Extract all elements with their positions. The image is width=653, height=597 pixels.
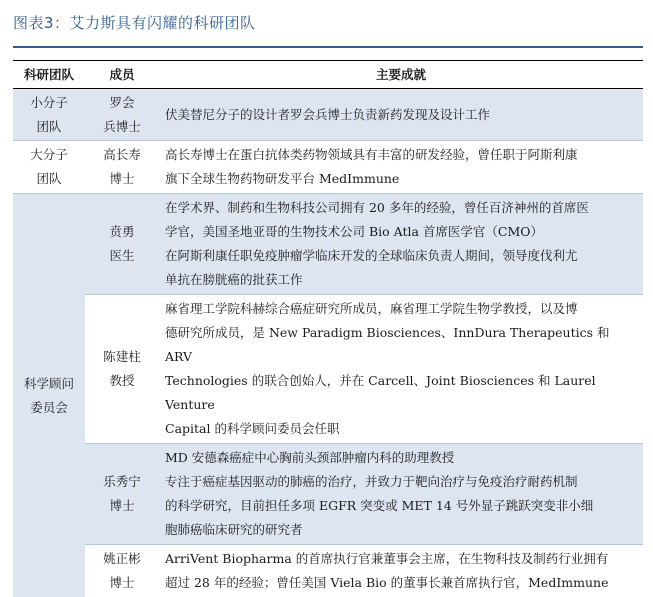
achievement-cell [159, 295, 643, 444]
member-name-line: 高长寿 [85, 143, 159, 167]
team-cell-small-molecule [13, 89, 85, 141]
achievement-line: 的科学研究，目前担任多项 EGFR 突变或 MET 14 号外显子跳跃突变非小细 [165, 494, 635, 518]
team-label-line: 大分子 [13, 143, 85, 167]
team-cell-advisory-committee [13, 194, 85, 597]
member-name-line: 博士 [85, 494, 159, 518]
achievement-line: Capital 的科学顾问委员会任职 [165, 417, 635, 441]
achievement-line: 胞肺癌临床研究的研究者 [165, 518, 635, 542]
team-label-line: 团队 [13, 115, 85, 139]
team-cell-large-molecule [13, 141, 85, 194]
member-cell [85, 141, 159, 194]
header-member: 成员 [85, 61, 159, 89]
team-label-line: 委员会 [13, 396, 85, 420]
achievement-cell [159, 545, 643, 597]
member-name-line: 兵博士 [85, 115, 159, 139]
research-team-table [13, 60, 643, 597]
achievement-line: 专注于癌症基因驱动的肺癌的治疗，并致力于靶向治疗与免疫治疗耐药机制 [165, 470, 635, 494]
member-cell [85, 194, 159, 295]
achievement-line: Technologies 的联合创始人，并在 Carcell、Joint Biosciences 和 Laurel Venture [165, 369, 635, 417]
team-label-line: 团队 [13, 167, 85, 191]
achievement-line: 伏美替尼分子的设计者罗会兵博士负责新药发现及设计工作 [165, 103, 635, 127]
achievement-line: 德研究所成员，是 New Paradigm Biosciences、InnDura Therapeutics 和 ARV [165, 321, 635, 369]
achievement-line: MD 安德森癌症中心胸前头颈部肿瘤内科的助理教授 [165, 446, 635, 470]
table-row [13, 545, 643, 597]
table-row [13, 295, 643, 444]
member-name-line: 姚正彬 [85, 547, 159, 571]
header-team: 科研团队 [13, 61, 85, 89]
figure-title: 图表3：艾力斯具有闪耀的科研团队 [13, 8, 256, 38]
table-header-row [13, 61, 643, 89]
member-name-line: 乐秀宁 [85, 470, 159, 494]
achievement-line: 高长寿博士在蛋白抗体类药物领域具有丰富的研发经验，曾任职于阿斯利康 [165, 143, 635, 167]
member-name-line: 教授 [85, 369, 159, 393]
achievement-line: 麻省理工学院科赫综合癌症研究所成员，麻省理工学院生物学教授，以及博 [165, 297, 635, 321]
member-cell [85, 444, 159, 545]
achievement-line: ArriVent Biopharma 的首席执行官兼董事会主席，在生物科技及制药行业拥有 [165, 547, 635, 571]
achievement-line: 在学术界、制药和生物科技公司拥有 20 多年的经验，曾任百济神州的首席医 [165, 196, 635, 220]
member-cell [85, 545, 159, 597]
member-name-line: 陈建柱 [85, 345, 159, 369]
table-row [13, 444, 643, 545]
member-cell [85, 295, 159, 444]
member-name-line: 罗会 [85, 91, 159, 115]
achievement-line: 超过 28 年的经验；曾任美国 Viela Bio 的董事长兼首席执行官，MedImmune [165, 571, 635, 595]
achievement-line: 在阿斯利康任职免疫肿瘤学临床开发的全球临床负责人期间，领导度伐利尤 [165, 244, 635, 268]
member-name-line: 贲勇 [85, 220, 159, 244]
achievement-cell [159, 444, 643, 545]
member-name-line: 博士 [85, 571, 159, 595]
member-name-line: 医生 [85, 244, 159, 268]
achievement-cell [159, 141, 643, 194]
header-achievement: 主要成就 [159, 61, 643, 89]
achievement-cell [159, 194, 643, 295]
member-cell [85, 89, 159, 141]
team-label-line: 小分子 [13, 91, 85, 115]
achievement-cell [159, 89, 643, 141]
achievement-line: 单抗在膀胱癌的批获工作 [165, 268, 635, 292]
table-row [13, 194, 643, 295]
title-rule [13, 46, 643, 48]
table-row [13, 141, 643, 194]
table-row [13, 89, 643, 141]
team-label-line: 科学顾问 [13, 372, 85, 396]
achievement-line: 旗下全球生物药物研发平台 MedImmune [165, 167, 635, 191]
achievement-line: 学官，美国圣地亚哥的生物技术公司 Bio Atla 首席医学官（CMO） [165, 220, 635, 244]
member-name-line: 博士 [85, 167, 159, 191]
